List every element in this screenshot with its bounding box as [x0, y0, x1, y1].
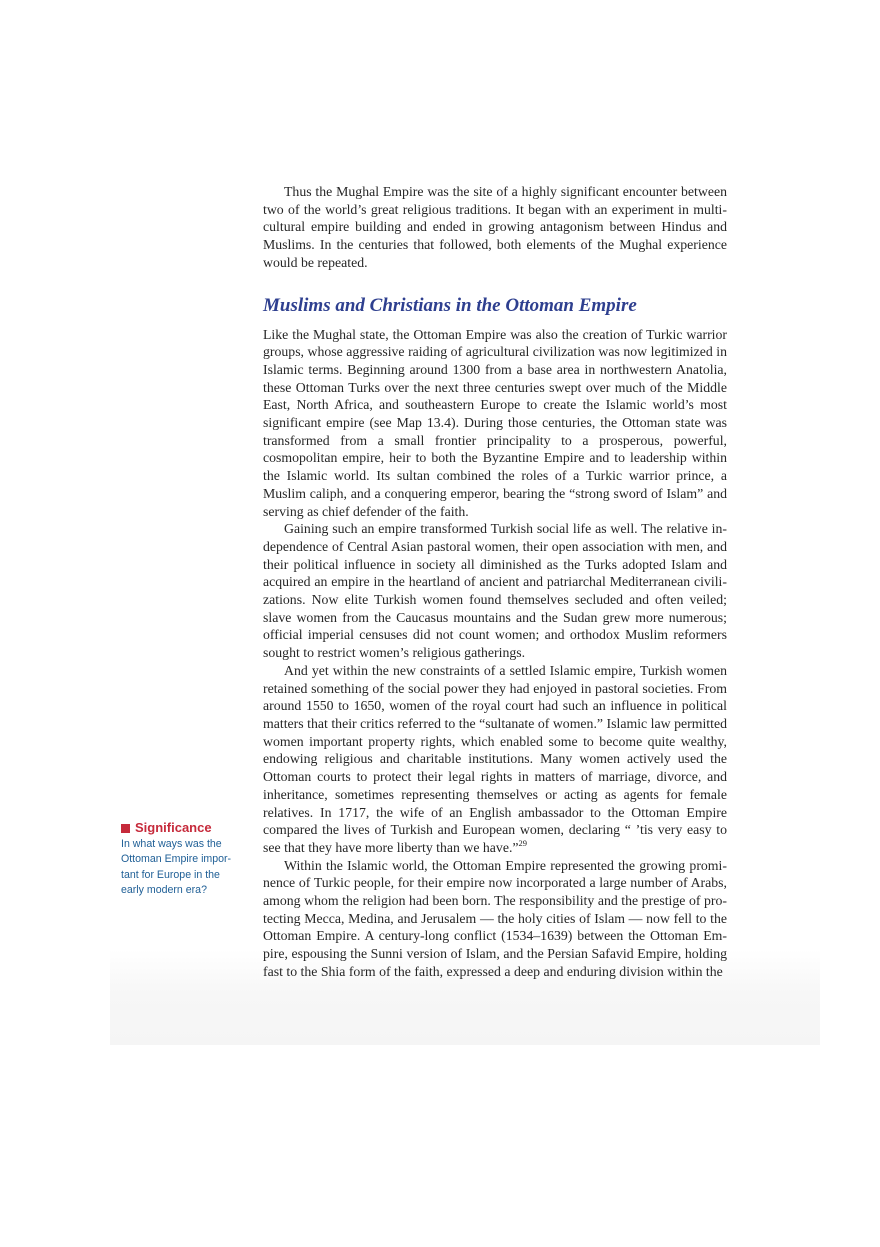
significance-question — [121, 837, 246, 898]
paragraph-women-power-text: And yet within the new constraints of a settled Islamic empire, Turkish women retained something of the social power they had enjoyed in pastoral societies. From around 1550 to 1650, women of the royal court had such an influence in political matters that their critics referred to the “sultanate of women.” Islamic law permitted women important property rights, which enabled some to become quite wealthy, endowing religious and charitable institutions. Many women actively used the Ottoman courts to protect their legal rights in matters of marriage, divorce, and inheritance, sometimes representing themselves or acting as agents for female relatives. In 1717, the wife of an English ambassador to the Ottoman Empire compared the lives of Turkish and European women, declaring “ ’tis very easy to see that they have more liberty than we have.” — [263, 662, 727, 855]
paragraph-turkish-social-life: Gaining such an empire transformed Turkish social life as well. The relative independence of Central Asian pastoral women, their open association with men, and their political influence in society all diminished as the Turks adopted Islam and acquired an empire in the heartland of ancient and patriarchal Mediterranean civilizations. Now elite Turkish women found themselves secluded and often veiled; slave women from the Caucasus mountains and the Sudan grew more numerous; official imperial censuses did not count women; and orthodox Muslim reformers sought to restrict women’s religious gatherings. — [263, 521, 727, 661]
intro-paragraph: Thus the Mughal Empire was the site of a highly significant encounter between two of the world’s great religious traditions. It began with an experiment in multicultural empire building and ended in growing antagonism between Hindus and Muslims. In the centuries that followed, both elements of the Mughal experience would be repeated. — [263, 184, 727, 270]
question-line: tant for Europe in the — [121, 868, 220, 881]
significance-title: Significance — [135, 820, 212, 835]
paragraph-women-power — [263, 662, 727, 857]
main-text-column — [263, 183, 727, 981]
square-bullet-icon — [121, 824, 130, 833]
significance-heading — [121, 820, 246, 836]
question-line: early modern era? — [121, 883, 207, 896]
question-line: In what ways was the — [121, 838, 222, 850]
significance-margin-note — [121, 820, 246, 898]
question-line: Ottoman Empire impor- — [121, 853, 232, 866]
paragraph-ottoman-origins: Like the Mughal state, the Ottoman Empire was also the creation of Turkic warrior groups, whose aggressive raiding of agricultural civilization was now legitimized in Islamic terms. Beginning around 1300 from a base area in northwestern Anatolia, these Ottoman Turks over the next three centuries swept over much of the Middle East, North Africa, and southeastern Europe to create the Islamic world’s most significant empire (see Map 13.4). During those centuries, the Ottoman state was transformed from a small frontier principality to a prosperous, powerful, cosmopolitan empire, heir to both the Byzantine Empire and to leadership within the Islamic world. Its sultan combined the roles of a Turkic warrior prince, a Muslim caliph, and a conquering emperor, bearing the “strong sword of Islam” and serving as chief defender of the faith. — [263, 326, 727, 519]
section-heading: Muslims and Christians in the Ottoman Empire — [263, 294, 637, 316]
paragraph-islamic-world: Within the Islamic world, the Ottoman Empire represented the growing prominence of Turkic people, for their empire now incorporated a large number of Arabs, among whom the religion had been born. The responsibility and the prestige of protecting Mecca, Medina, and Jerusalem — the holy cities of Islam — now fell to the Ottoman Empire. A century-long conflict (1534–1639) between the Ottoman Empire, espousing the Sunni version of Islam, and the Persian Safavid Empire, holding fast to the Shia form of the faith, expressed a deep and enduring division within the — [263, 857, 727, 979]
footnote-reference[interactable]: 29 — [518, 837, 528, 848]
